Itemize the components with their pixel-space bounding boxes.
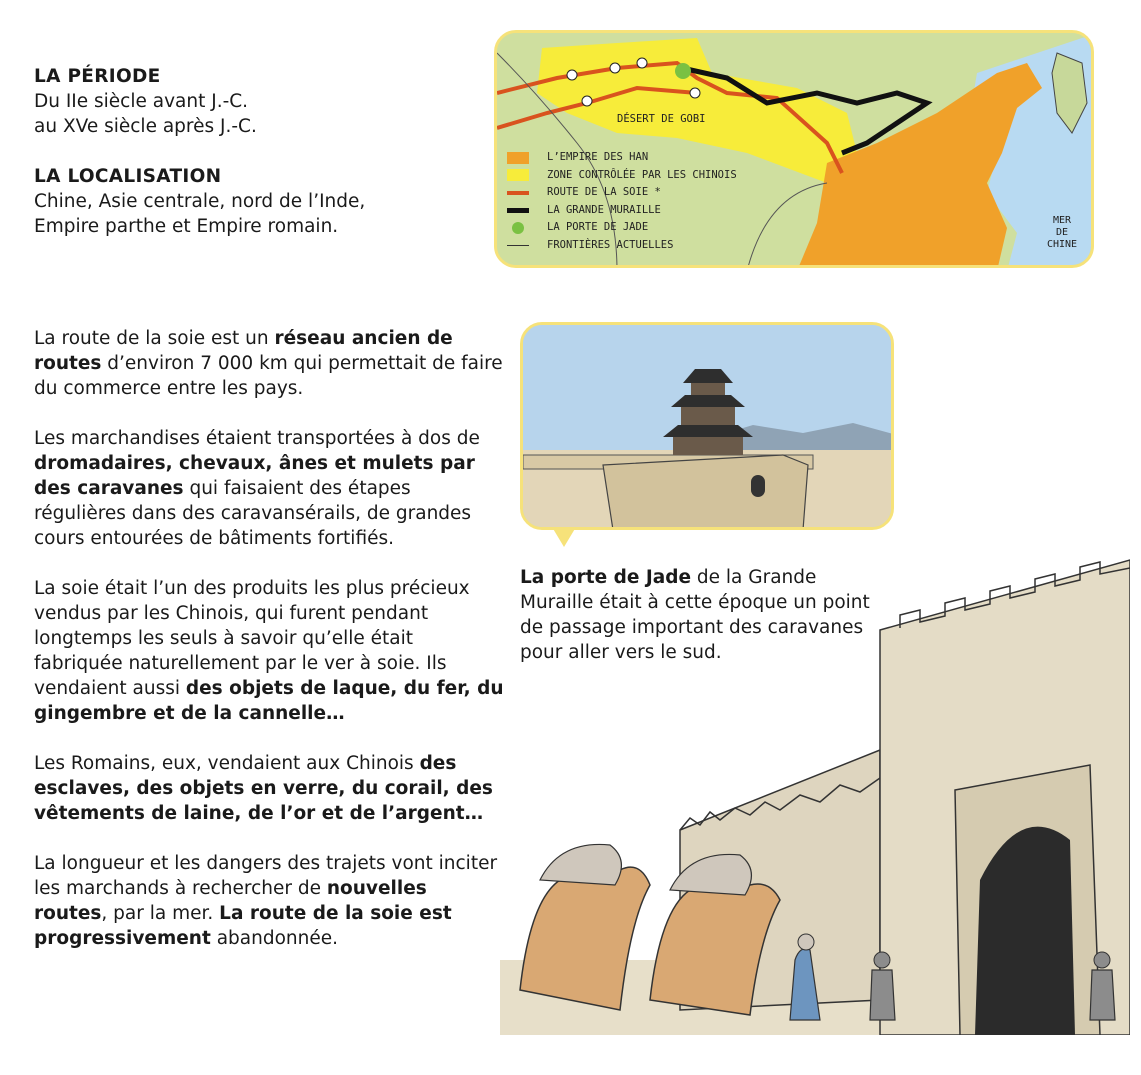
jade-gate-illustration	[520, 322, 894, 530]
paragraph-1: La route de la soie est un réseau ancien de routes d’environ 7 000 km qui permettait de faire du commerce entre les pays.	[34, 328, 503, 399]
legend-item-borders: FRONTIÈRES ACTUELLES	[507, 237, 737, 255]
paragraph-4: Les Romains, eux, vendaient aux Chinois des esclaves, des objets en verre, du corail, des vêtements de laine, de l’or et de l’argent…	[34, 753, 493, 824]
legend-swatch	[507, 152, 529, 164]
periode-line-1: Du IIe siècle avant J.-C.	[34, 91, 249, 112]
periode-title: LA PÉRIODE	[34, 66, 161, 87]
legend-item-zone: ZONE CONTRÔLÉE PAR LES CHINOIS	[507, 167, 737, 185]
legend-swatch	[507, 169, 529, 181]
paragraph-5: La longueur et les dangers des trajets vont inciter les marchands à rechercher de nouvelles routes, par la mer. La route de la soie est progressivement abandonnée.	[34, 853, 498, 949]
sea-label: MER DE CHINE	[1046, 215, 1078, 250]
localisation-line-2: Empire parthe et Empire romain.	[34, 216, 339, 237]
legend-swatch	[507, 208, 529, 213]
legend-item-wall: LA GRANDE MURAILLE	[507, 202, 737, 220]
localisation-line-1: Chine, Asie centrale, nord de l’Inde,	[34, 191, 366, 212]
periode-line-2: au XVe siècle après J.-C.	[34, 116, 257, 137]
great-wall-caravan-illustration	[500, 540, 1130, 1035]
localisation-title: LA LOCALISATION	[34, 166, 222, 187]
map-legend	[507, 149, 737, 254]
legend-item-jade-gate: LA PORTE DE JADE	[507, 219, 737, 237]
paragraph-3: La soie était l’un des produits les plus précieux vendus par les Chinois, qui furent pendant longtemps les seuls à savoir qu’elle était fabriquée naturellement par le ver à soie. Ils vendaient aussi des objets de laque, du fer, du gingembre et de la cannelle…	[34, 578, 504, 724]
legend-item-route: ROUTE DE LA SOIE *	[507, 184, 737, 202]
main-text	[34, 326, 504, 976]
legend-item-han: L’EMPIRE DES HAN	[507, 149, 737, 167]
illustration-caption: La porte de Jade de la Grande Muraille était à cette époque un point de passage important des caravanes pour aller vers le sud.	[520, 567, 870, 663]
desert-label: DÉSERT DE GOBI	[617, 113, 706, 125]
paragraph-2: Les marchandises étaient transportées à dos de dromadaires, chevaux, ânes et mulets par des caravanes qui faisaient des étapes régulières dans des caravansérails, de grandes cours entourées de bâtiments fortifiés.	[34, 428, 480, 549]
silk-road-map	[494, 30, 1094, 268]
legend-swatch	[512, 222, 524, 234]
info-block	[34, 64, 454, 239]
legend-swatch	[507, 245, 529, 246]
legend-swatch	[507, 191, 529, 195]
